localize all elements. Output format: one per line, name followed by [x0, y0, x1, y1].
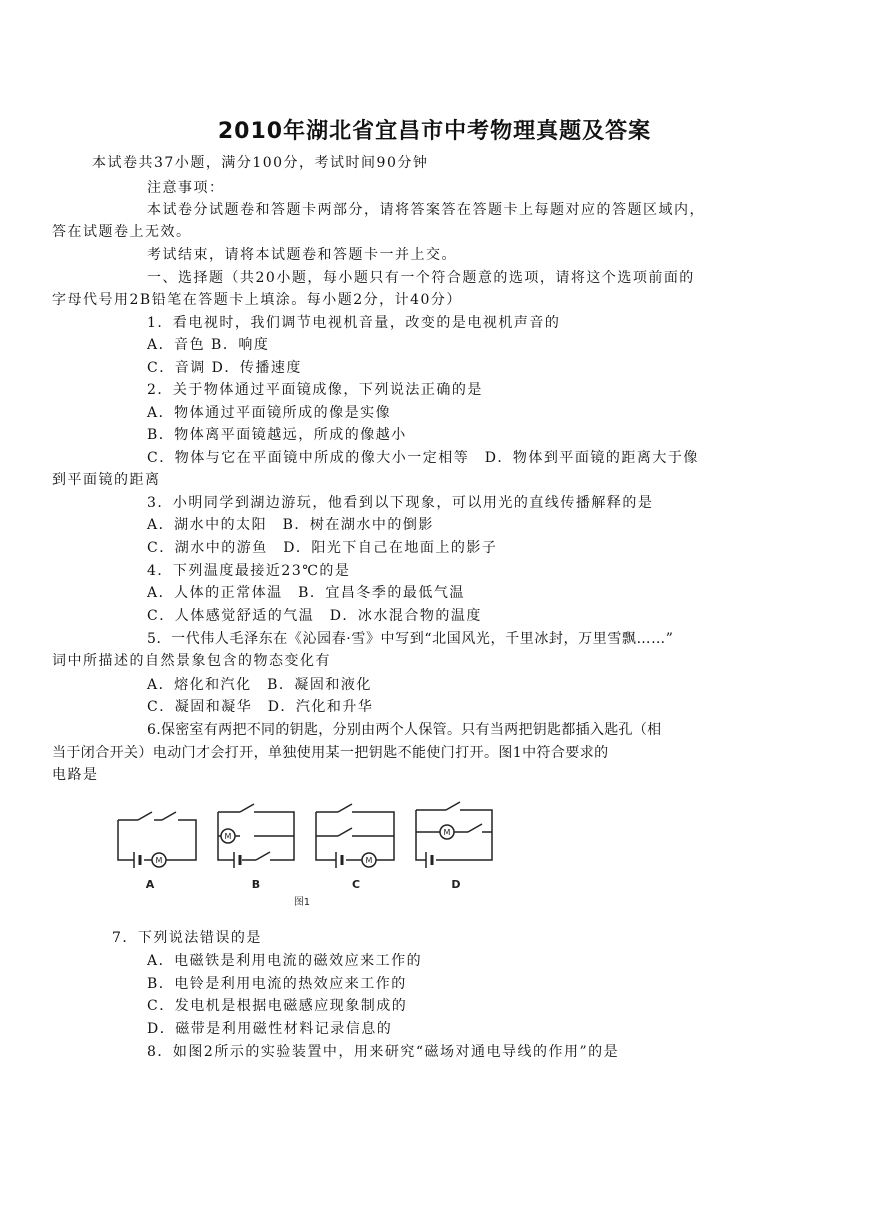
motor-label: M — [155, 856, 163, 865]
question-8-stem: 8．如图2所示的实验装置中，用来研究“磁场对通电导线的作用”的是 — [147, 1044, 620, 1060]
question-4-stem: 4．下列温度最接近23℃的是 — [147, 563, 351, 579]
question-4-option: A．人体的正常体温 B．宜昌冬季的最低气温 — [147, 585, 465, 601]
question-5-option: A．熔化和汽化 B．凝固和液化 — [147, 677, 372, 693]
circuit-label-a: A — [145, 878, 155, 891]
motor-label: M — [365, 856, 373, 865]
question-1-stem: 1．看电视时，我们调节电视机音量，改变的是电视机声音的 — [147, 315, 561, 331]
motor-label: M — [443, 828, 451, 837]
question-7-option: B．电铃是利用电流的热效应来工作的 — [147, 976, 407, 992]
question-1-option: A．音色 B．响度 — [147, 337, 270, 353]
circuit-label-d: D — [451, 878, 461, 891]
note-line: 本试卷分试题卷和答题卡两部分，请将答案答在答题卡上每题对应的答题区域内， — [147, 202, 705, 218]
question-1-option: C．音调 D．传播速度 — [147, 360, 302, 376]
question-2-stem: 2．关于物体通过平面镜成像，下列说法正确的是 — [147, 382, 483, 398]
question-7-stem: 7．下列说法错误的是 — [112, 930, 262, 946]
question-3-stem: 3．小明同学到湖边游玩，他看到以下现象，可以用光的直线传播解释的是 — [147, 495, 654, 511]
question-7-option: A．电磁铁是利用电流的磁效应来工作的 — [147, 953, 423, 969]
exam-intro: 本试卷共37小题，满分100分，考试时间90分钟 — [92, 155, 429, 171]
question-7-option: D．磁带是利用磁性材料记录信息的 — [147, 1021, 393, 1037]
question-2-option: A．物体通过平面镜所成的像是实像 — [147, 405, 392, 421]
question-2-option: C．物体与它在平面镜中所成的像大小一定相等 D．物体到平面镜的距离大于像 — [147, 450, 699, 466]
figure-caption: 图1 — [293, 897, 311, 908]
question-4-option: C．人体感觉舒适的气温 D．冰水混合物的温度 — [147, 608, 482, 624]
question-5-stem: 5．一代伟人毛泽东在《沁园春·雪》中写到“北国风光，千里冰封，万里雪飘……” — [147, 631, 674, 647]
section-heading: 字母代号用2B铅笔在答题卡上填涂。每小题2分，计40分） — [52, 292, 462, 308]
page-title: 2010年湖北省宜昌市中考物理真题及答案 — [217, 119, 652, 144]
question-5-stem: 词中所描述的自然景象包含的物态变化有 — [52, 653, 331, 669]
circuit-d — [416, 802, 492, 868]
question-7-option: C．发电机是根据电磁感应现象制成的 — [147, 998, 408, 1014]
figure-1-circuits — [110, 798, 520, 918]
question-2-option: 到平面镜的距离 — [52, 472, 161, 488]
note-line: 答在试题卷上无效。 — [52, 224, 192, 240]
circuit-label-c: C — [351, 878, 361, 891]
question-6-stem: 6.保密室有两把不同的钥匙，分别由两个人保管。只有当两把钥匙都插入匙孔（相 — [147, 722, 662, 738]
motor-label: M — [224, 832, 232, 841]
question-3-option: C．湖水中的游鱼 D．阳光下自己在地面上的影子 — [147, 540, 498, 556]
notes-title: 注意事项： — [147, 180, 225, 196]
section-heading: 一、选择题（共20小题，每小题只有一个符合题意的选项，请将这个选项前面的 — [147, 270, 695, 286]
note-line: 考试结束，请将本试题卷和答题卡一并上交。 — [147, 247, 457, 263]
question-5-option: C．凝固和凝华 D．汽化和升华 — [147, 699, 374, 715]
circuit-c — [316, 804, 394, 868]
question-3-option: A．湖水中的太阳 B．树在湖水中的倒影 — [147, 517, 434, 533]
circuit-label-b: B — [251, 878, 261, 891]
question-6-stem: 当于闭合开关）电动门才会打开，单独使用某一把钥匙不能使门打开。图1中符合要求的 — [52, 745, 609, 761]
question-6-stem: 电路是 — [52, 767, 99, 783]
question-2-option: B．物体离平面镜越远，所成的像越小 — [147, 427, 407, 443]
